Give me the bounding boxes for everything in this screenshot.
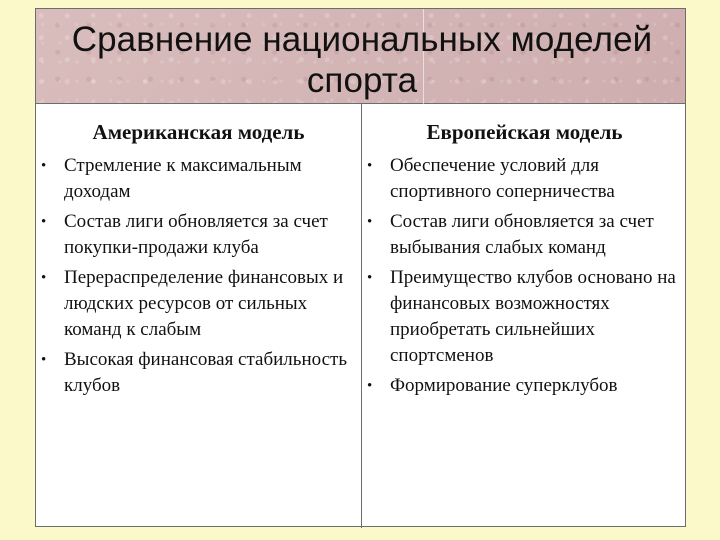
list-item: [362, 209, 687, 261]
american-model-heading: Американская модель: [92, 120, 305, 144]
american-model-column: [36, 104, 361, 528]
european-model-column: [362, 104, 687, 528]
bullet-icon: •: [367, 214, 373, 230]
european-model-list: [362, 153, 687, 399]
bullet-icon: •: [41, 270, 47, 286]
list-item-text: Преимущество клубов основано на финансовых возможностях приобретать сильнейших спортсменов: [390, 267, 676, 366]
bullet-icon: •: [41, 352, 47, 368]
list-item: [362, 153, 687, 205]
list-item: [36, 209, 361, 261]
title-band: [36, 9, 685, 104]
list-item-text: Обеспечение условий для спортивного соперничества: [390, 155, 615, 202]
european-model-heading: Европейская модель: [426, 120, 623, 144]
list-item-text: Формирование суперклубов: [390, 375, 618, 396]
bullet-icon: •: [41, 214, 47, 230]
list-item: [362, 373, 687, 399]
list-item-text: Стремление к максимальным доходам: [64, 155, 302, 202]
list-item-text: Перераспределение финансовых и людских ресурсов от сильных команд к слабым: [64, 267, 344, 340]
list-item: [36, 265, 361, 343]
comparison-slide: [35, 8, 686, 527]
list-item-text: Высокая финансовая стабильность клубов: [64, 349, 347, 396]
american-model-list: [36, 153, 361, 399]
list-item: [36, 347, 361, 399]
list-item-text: Состав лиги обновляется за счет выбывания слабых команд: [390, 211, 654, 258]
bullet-icon: •: [367, 378, 373, 394]
list-item: [362, 265, 687, 369]
bullet-icon: •: [367, 158, 373, 174]
bullet-icon: •: [41, 158, 47, 174]
bullet-icon: •: [367, 270, 373, 286]
slide-title: Сравнение национальных моделей спорта: [71, 20, 653, 100]
list-item: [36, 153, 361, 205]
list-item-text: Состав лиги обновляется за счет покупки-продажи клуба: [64, 211, 328, 258]
